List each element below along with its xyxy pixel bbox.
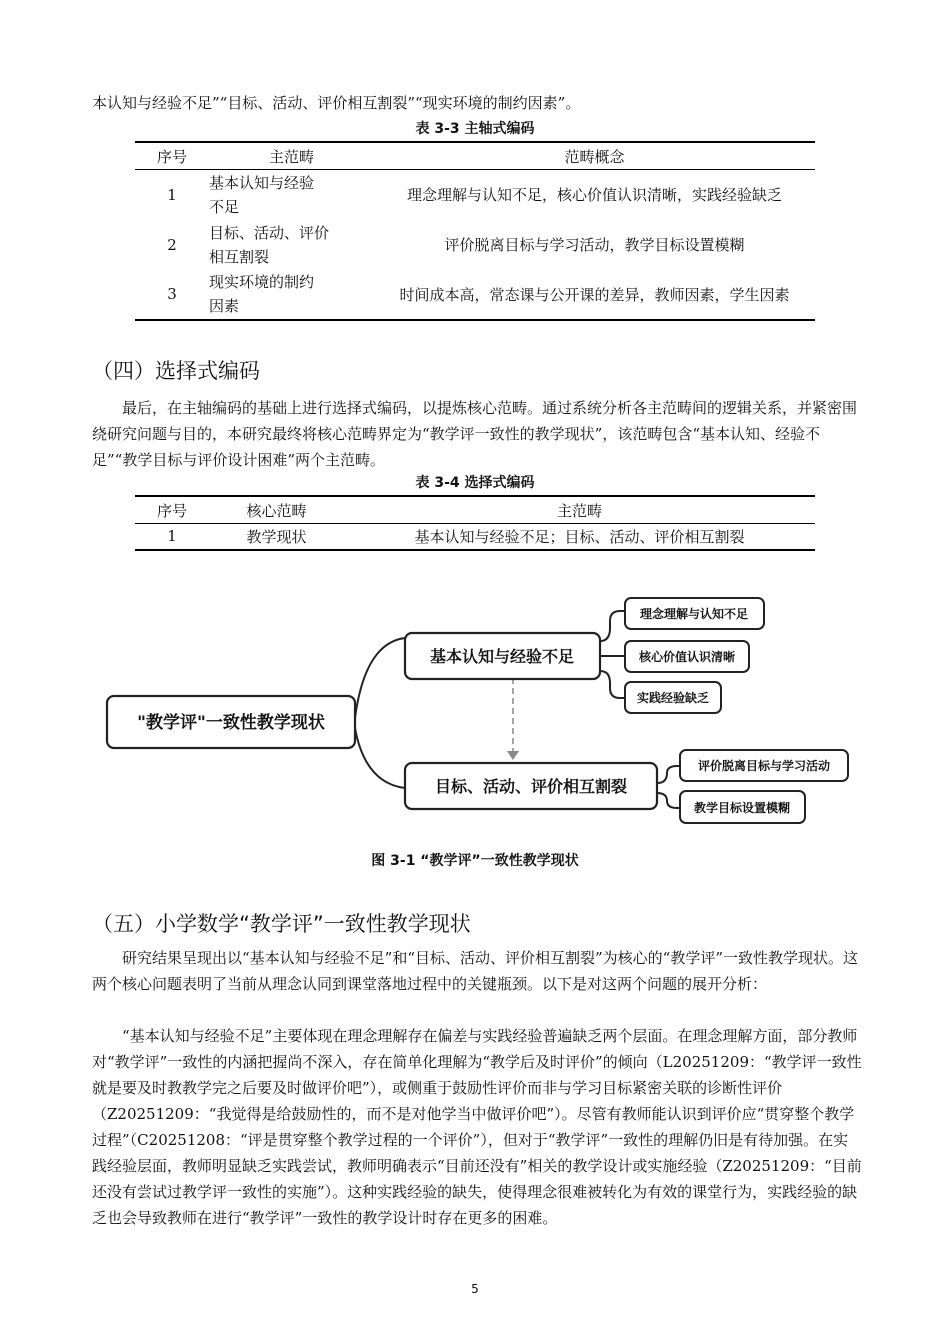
table-3-3 (135, 141, 815, 321)
branch2-node (405, 763, 657, 809)
header-num: 序号 (135, 496, 209, 524)
figure-3-1-caption: 图 3-1 “教学评”一致性教学现状 (371, 853, 579, 869)
page-number: 5 (471, 1282, 479, 1296)
header-main-category: 主范畴 (209, 142, 374, 170)
connector-b2-leaf2 (657, 793, 680, 808)
row-category (209, 220, 374, 270)
table-3-4-caption: 表 3-4 选择式编码 (415, 475, 535, 491)
leaf-label: 评价脱离目标与学习活动 (697, 759, 831, 773)
header-main-category: 主范畴 (344, 496, 815, 524)
row-category (209, 270, 374, 320)
branch2-label: 目标、活动、评价相互割裂 (434, 777, 628, 796)
header-core-category: 核心范畴 (209, 496, 344, 524)
section-4-paragraph: 最后，在主轴编码的基础上进行选择式编码，以提炼核心范畴。通过系统分析各主范畴间的逻辑关系，并紧密围绕研究问题与目的，本研究最终将核心范畴界定为“教学评一致性的教学现状”，该范畴包含“基本认知、经验不足”“教学目标与评价设计困难”两个主范畴。 (92, 399, 858, 469)
mind-map-diagram (100, 583, 850, 833)
intro-line: 本认知与经验不足”“目标、活动、评价相互割裂”“现实环境的制约因素”。 (92, 94, 581, 112)
branch1-node (405, 633, 600, 679)
section-5-paragraph-2: “基本认知与经验不足”主要体现在理念理解存在偏差与实践经验普遍缺乏两个层面。在理念理解方面，部分教师对“教学评”一致性的内涵把握尚不深入，存在简单化理解为“教学后及时评价”的倾向（L20251209：“教学评一致性就是要及时教教学完之后要及时做评价吧”），或侧重于鼓励性评价而非与学习目标紧密关联的诊断性评价（Z20251209：“我觉得是给鼓励性的，而不是对他学当中做评价吧”）。尽管有教师能认识到评价应“贯穿整个教学过程”（C20251208：“评是贯穿整个教学过程的一个评价”），但对于“教学评”一致性的理解仍旧是有待加强。在实践经验层面，教师明显缺乏实践尝试，教师明确表示“目前还没有”相关的教学设计或实施经验（Z20251209：“目前还没有尝试过教学评一致性的实施”）。这种实践经验的缺失，使得理念很难被转化为有效的课堂行为，实践经验的缺乏也会导致教师在进行“教学评”一致性的教学设计时存在更多的困难。 (92, 1027, 862, 1227)
row-concept: 时间成本高，常态课与公开课的差异，教师因素，学生因素 (374, 270, 815, 320)
connector-b1-leaf3 (600, 671, 625, 698)
leaf-node (625, 641, 749, 672)
section-5-paragraph-1: 研究结果呈现出以“基本认知与经验不足”和“目标、活动、评价相互割裂”为核心的“教学评”一致性教学现状。这两个核心问题表明了当前从理念认同到课堂落地过程中的关键瓶颈。以下是对这两个问题的展开分析： (92, 949, 859, 993)
row-num: 1 (135, 524, 209, 550)
dashed-link-arrow (507, 751, 519, 760)
row-num: 1 (167, 185, 177, 204)
root-label: "教学评"一致性教学现状 (137, 713, 325, 733)
row-category-line2: 相互割裂 (209, 247, 270, 266)
leaf-label: 教学目标设置模糊 (693, 801, 791, 815)
leaf-label: 理念理解与认知不足 (639, 607, 749, 621)
row-category-line2: 不足 (209, 197, 240, 216)
table-3-4 (135, 495, 815, 551)
section-4-heading: （四）选择式编码 (92, 359, 260, 383)
leaf-label: 实践经验缺乏 (636, 691, 710, 705)
section-5-heading: （五）小学数学“教学评”一致性教学现状 (92, 912, 471, 936)
table-row (135, 524, 815, 550)
table-row (135, 270, 815, 320)
connector-root-branch2 (355, 728, 405, 788)
table-3-3-caption: 表 3-3 主轴式编码 (415, 121, 535, 137)
leaf-node (680, 750, 848, 781)
connector-root-branch1 (355, 638, 405, 718)
row-main: 基本认知与经验不足；目标、活动、评价相互割裂 (344, 524, 815, 550)
leaf-node (625, 682, 721, 713)
row-num: 3 (135, 270, 209, 320)
table-header-row (135, 142, 815, 170)
header-concept: 范畴概念 (374, 142, 815, 170)
leaf-node (680, 791, 805, 823)
branch1-label: 基本认知与经验不足 (429, 647, 575, 666)
connector-b1-leaf1 (600, 611, 625, 641)
row-core: 教学现状 (209, 524, 344, 550)
row-category-line1: 目标、活动、评价 (209, 223, 330, 242)
row-num: 2 (167, 235, 177, 254)
root-node (107, 696, 355, 748)
row-category (209, 170, 374, 220)
header-num: 序号 (135, 142, 209, 170)
table-header-row (135, 496, 815, 524)
table-row (135, 220, 815, 270)
row-category-line2: 因素 (209, 297, 240, 315)
row-category-line1: 现实环境的制约 (209, 273, 315, 291)
row-concept: 理念理解与认知不足，核心价值认识清晰，实践经验缺乏 (406, 186, 782, 205)
leaf-node (625, 598, 764, 629)
row-category-line1: 基本认知与经验 (209, 173, 315, 192)
table-row (135, 170, 815, 220)
leaf-label: 核心价值认识清晰 (638, 650, 736, 664)
row-concept: 评价脱离目标与学习活动，教学目标设置模糊 (444, 236, 745, 254)
connector-b2-leaf1 (657, 766, 680, 783)
